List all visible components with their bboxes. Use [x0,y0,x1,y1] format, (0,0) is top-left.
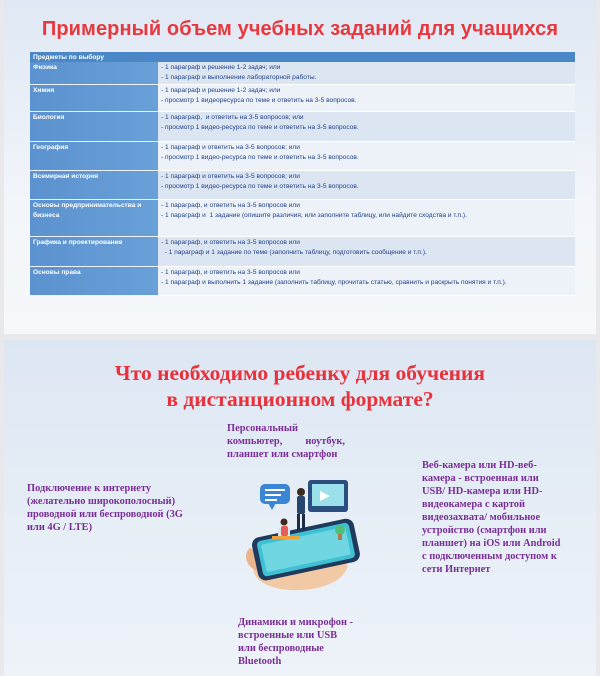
teacher-figure [297,488,305,530]
subject-tasks [158,171,575,200]
task-line: - просмотр 1 видео-ресурса по теме и ответить на 3-5 вопросов. [161,183,359,190]
subject-name: Основы права [30,267,158,296]
table-row [30,237,575,267]
plant-icon [335,525,345,535]
subject-name: Основы предпринимательства и бизнеса [30,200,158,237]
slide2-title-line1: Что необходимо ребенку для обучения [114,361,486,385]
table-header: Предметы по выбору [30,52,575,62]
subject-tasks [158,85,575,112]
subject-name: Физика [30,62,158,85]
online-learning-illustration [232,470,374,592]
subject-tasks [158,267,575,296]
table-row [30,62,575,85]
subjects-table [30,52,575,296]
task-line: - 1 параграф, и ответить на 3-5 вопросов или [161,239,300,246]
subject-name: Химия [30,85,158,112]
slide-distance-requirements [4,340,596,676]
task-line: - 1 параграф и решение 1-2 задач; или [161,87,281,94]
subject-tasks [158,142,575,171]
slide1-title: Примерный объем учебных заданий для учащихся [41,18,559,40]
slide-study-tasks [4,0,596,334]
subject-tasks [158,62,575,85]
table-row [30,142,575,171]
subject-tasks [158,237,575,267]
task-line: - просмотр 1 видеоресурса по теме и ответить на 3-5 вопросов. [161,97,357,104]
task-line: - просмотр 1 видео-ресурса по теме и ответить на 3-5 вопросов. [161,124,359,131]
task-line: - 1 параграф, и ответить на 3-5 вопросов или [161,269,300,276]
task-line: - просмотр 1 видео-ресурса по теме и ответить на 3-5 вопросов. [161,154,359,161]
task-line: - 1 параграф и ответить на 3-5 вопросов; или [161,173,300,180]
slide2-title [4,360,596,412]
table-row [30,85,575,112]
subject-tasks [158,200,575,237]
task-line: - 1 параграф и 1 задание по теме (заполнить таблицу, подготовить сообщение и т.п.). [161,249,427,256]
subject-tasks [158,112,575,142]
task-line: - 1 параграф и ответить на 3-5 вопросов; или [161,144,300,151]
table-row [30,200,575,237]
slide2-title-line2: в дистанционном формате? [166,387,434,411]
subject-name: Всемирная история [30,171,158,200]
caption-speakers-mic: Динамики и микрофон - встроенные или USB или беспроводные Bluetooth [238,617,353,667]
table-row [30,267,575,296]
caption-internet: Подключение к интернету (желательно широкополосный) проводной или беспроводной (3G или 4G / LTE) [27,483,183,533]
task-line: - 1 параграф и выполнить 1 задание (заполнить таблицу, прочитать статью, сравнить и раскрыть понятия и т.п.). [161,279,507,286]
table-row [30,112,575,142]
task-line: - 1 параграф и решение 1-2 задач; или [161,64,281,71]
task-line: - 1 параграф, и ответить на 3-5 вопросов; или [161,114,304,121]
subject-name: География [30,142,158,171]
table-row [30,171,575,200]
chat-bubble-icon [260,484,290,510]
caption-computer: Персональный компьютер, ноутбук, планшет или смартфон [227,423,345,460]
subject-name: Графика и проектирование [30,237,158,267]
table-header-row [30,52,575,62]
task-line: - 1 параграф и 1 задание (опишите различия, или заполните таблицу, или найдите сходства и т.п.). [161,212,467,219]
task-line: - 1 параграф, и ответить на 3-5 вопросов или [161,202,300,209]
subject-name: Биология [30,112,158,142]
task-line: - 1 параграф и выполнение лабораторной работы. [161,74,317,81]
caption-webcam: Веб-камера или HD-веб-камера - встроенная или USB/ HD-камера или HD-видеокамера с картой видеозахвата/ мобильное устройство (смартфон или планшет) на iOS или Android с подключенным доступом к сети Интернет [422,460,561,575]
